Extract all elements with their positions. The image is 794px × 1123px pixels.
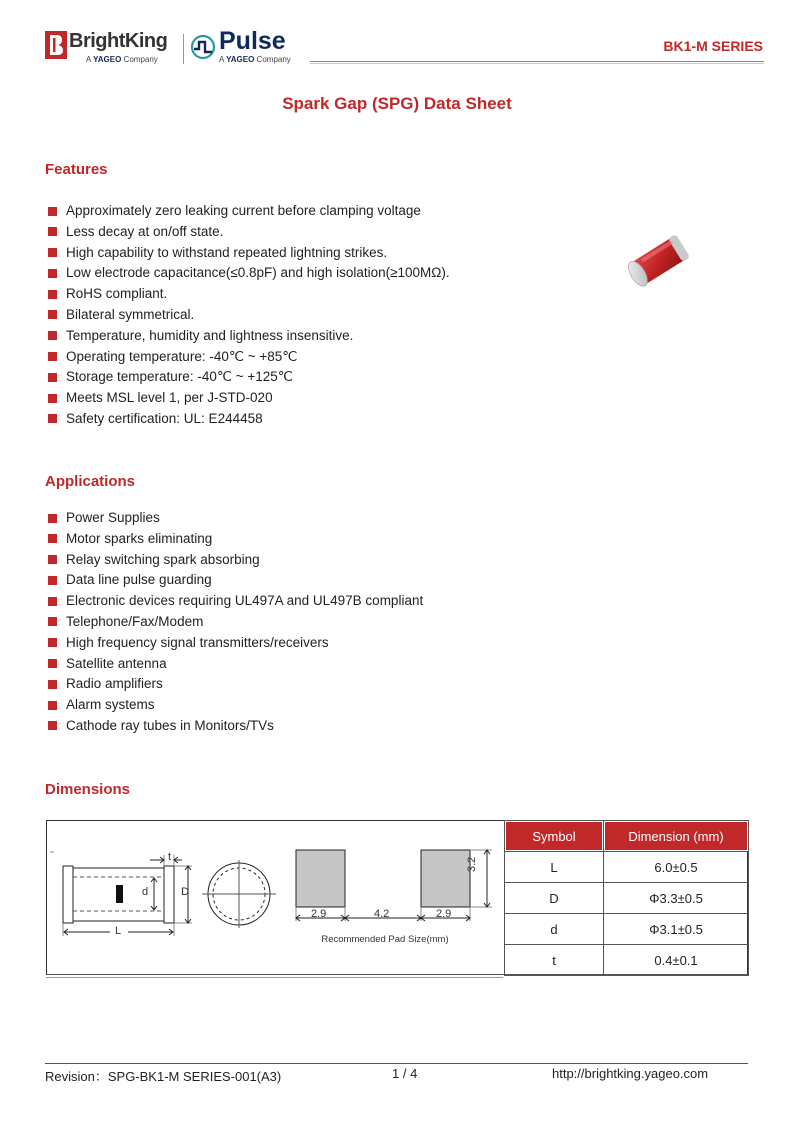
list-item: Satellite antenna [48,654,423,675]
table-cell: Φ3.1±0.5 [604,914,749,945]
bullet-square-icon [48,269,57,278]
list-item: High frequency signal transmitters/receivers [48,633,423,654]
list-item: RoHS compliant. [48,284,450,305]
list-item: Approximately zero leaking current before clamping voltage [48,201,450,222]
bullet-square-icon [48,331,57,340]
bullet-square-icon [48,227,57,236]
header-rule-shadow [310,63,764,64]
list-item: Operating temperature: -40℃ ~ +85℃ [48,347,450,368]
list-item: Temperature, humidity and lightness insensitive. [48,326,450,347]
bullet-square-icon [48,514,57,523]
bullet-square-icon [48,555,57,564]
bullet-square-icon [48,576,57,585]
applications-heading: Applications [45,473,136,490]
bullet-square-icon [48,248,57,257]
list-item: Less decay at on/off state. [48,222,450,243]
table-cell: d [505,914,604,945]
list-item: Storage temperature: -40℃ ~ +125℃ [48,367,450,388]
label-t: t [168,851,172,863]
list-item: Power Supplies [48,508,423,529]
page-number: 1 / 4 [392,1066,418,1081]
label-D: D [181,886,189,898]
brightking-logo-icon [45,31,67,59]
table-row [505,914,749,945]
list-item: Electronic devices requiring UL497A and UL497B compliant [48,591,423,612]
table-row [505,852,749,883]
table-cell: Φ3.3±0.5 [604,883,749,914]
features-list [48,201,450,430]
list-item: High capability to withstand repeated lightning strikes. [48,243,450,264]
bullet-square-icon [48,659,57,668]
features-heading: Features [45,161,108,178]
bullet-square-icon [48,721,57,730]
bullet-square-icon [48,310,57,319]
table-row [505,945,749,976]
bullet-square-icon [48,638,57,647]
dimensions-frame-underline [46,977,503,978]
pulse-wordmark: Pulse [219,27,286,55]
label-pad-left: 2.9 [311,908,327,920]
label-pad-gap: 4.2 [374,908,390,920]
column-header: Symbol [505,821,604,852]
applications-list [48,508,423,737]
bullet-square-icon [48,617,57,626]
logo-divider [183,34,184,64]
revision-text: Revision：SPG-BK1-M SERIES-001(A3) [45,1069,282,1084]
bullet-square-icon [48,597,57,606]
bullet-square-icon [48,414,57,423]
list-item: Low electrode capacitance(≤0.8pF) and high isolation(≥100MΩ). [48,263,450,284]
list-item: Alarm systems [48,695,423,716]
pad-size-caption: Recommended Pad Size(mm) [321,934,449,945]
pulse-subtitle: A YAGEO Company [219,55,291,64]
product-photo [620,225,700,295]
list-item: Meets MSL level 1, per J-STD-020 [48,388,450,409]
bullet-square-icon [48,534,57,543]
bullet-square-icon [48,680,57,689]
list-item: Telephone/Fax/Modem [48,612,423,633]
label-d: d [142,886,149,898]
dimensions-heading: Dimensions [45,781,131,798]
website-link[interactable]: http://brightking.yageo.com [552,1066,709,1081]
document-title: Spark Gap (SPG) Data Sheet [282,94,512,113]
table-cell: 6.0±0.5 [604,852,749,883]
table-cell: 0.4±0.1 [604,945,749,976]
list-item: Bilateral symmetrical. [48,305,450,326]
table-header-row [505,821,749,852]
list-item: Safety certification: UL: E244458 [48,409,450,430]
series-label: BK1-M SERIES [663,38,763,54]
list-item: Motor sparks eliminating [48,529,423,550]
brightking-subtitle: A YAGEO Company [86,55,158,64]
label-L: L [115,925,122,937]
dimension-table [504,820,749,976]
bullet-square-icon [48,290,57,299]
dimension-drawing [50,835,500,970]
bullet-square-icon [48,373,57,382]
table-cell: L [505,852,604,883]
footer-rule [45,1063,748,1064]
table-row [505,883,749,914]
label-pad-height: 3.2 [466,856,478,872]
table-cell: t [505,945,604,976]
header-rule [310,61,764,62]
brightking-wordmark: BrightKing [69,30,168,52]
list-item: Radio amplifiers [48,674,423,695]
list-item: Cathode ray tubes in Monitors/TVs [48,716,423,737]
list-item: Data line pulse guarding [48,570,423,591]
bullet-square-icon [48,701,57,710]
pulse-logo-icon [190,34,216,60]
label-pad-right: 2.9 [436,908,452,920]
list-item: Relay switching spark absorbing [48,550,423,571]
bullet-square-icon [48,394,57,403]
bullet-square-icon [48,207,57,216]
bullet-square-icon [48,352,57,361]
table-cell: D [505,883,604,914]
column-header: Dimension (mm) [604,821,749,852]
